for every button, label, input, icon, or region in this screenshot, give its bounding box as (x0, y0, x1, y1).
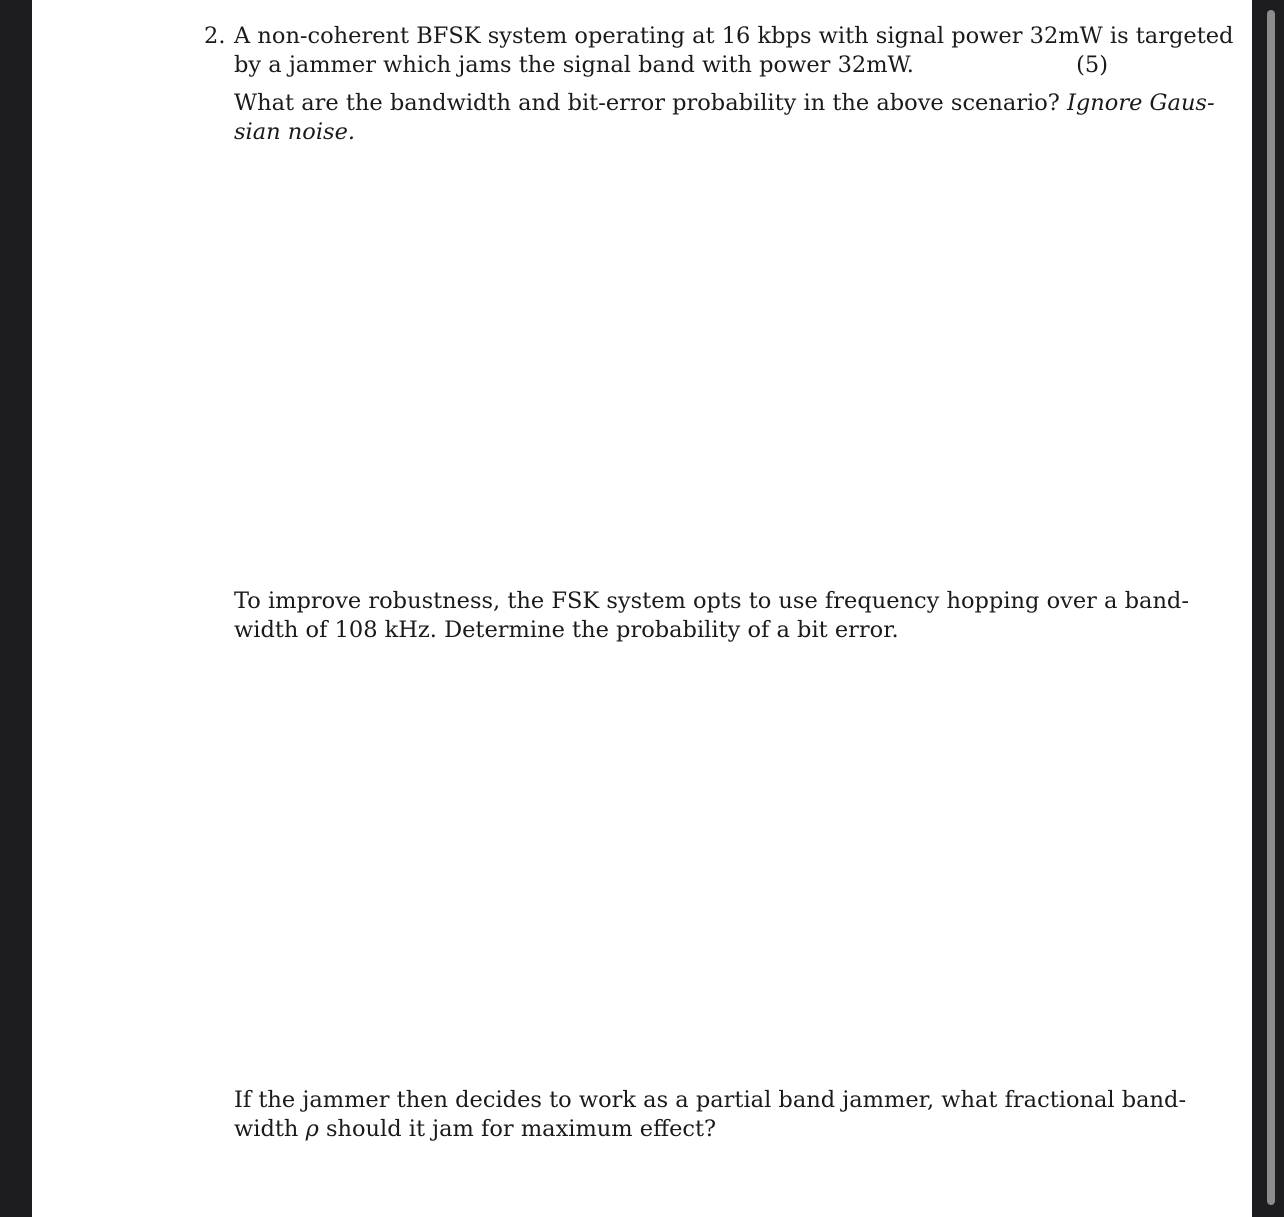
part-a-text: What are the bandwidth and bit-error probability in the above scenario? (234, 90, 1060, 116)
question-intro-line-1: A non-coherent BFSK system operating at 16 kbps with signal power 32mW is targeted (234, 23, 1234, 49)
part-c-line-2 (234, 1115, 716, 1144)
part-a-italic-note: Ignore Gaus- (1067, 90, 1215, 116)
part-b-line-1: To improve robustness, the FSK system opts to use frequency hopping over a band- (234, 588, 1189, 614)
question-intro-line-2-row (234, 51, 1108, 80)
part-b-line-2: width of 108 kHz. Determine the probability of a bit error. (234, 617, 899, 643)
part-c-line-1: If the jammer then decides to work as a partial band jammer, what fractional band- (234, 1087, 1187, 1113)
part-c-text-pre: width (234, 1116, 299, 1142)
question-marks: (5) (1076, 52, 1108, 78)
vertical-scrollbar[interactable] (1262, 0, 1284, 1217)
part-a-italic-note-cont: sian noise. (234, 119, 356, 145)
document-page (32, 0, 1252, 1217)
part-a-line-1 (234, 89, 1215, 118)
question-number: 2. (204, 23, 226, 49)
rho-symbol: ρ (305, 1116, 319, 1142)
question-intro-line-2: by a jammer which jams the signal band with power 32mW. (234, 52, 914, 78)
part-a-line-2 (234, 118, 355, 147)
part-c-text-post: should it jam for maximum effect? (325, 1116, 717, 1142)
scrollbar-thumb[interactable] (1267, 10, 1275, 1205)
